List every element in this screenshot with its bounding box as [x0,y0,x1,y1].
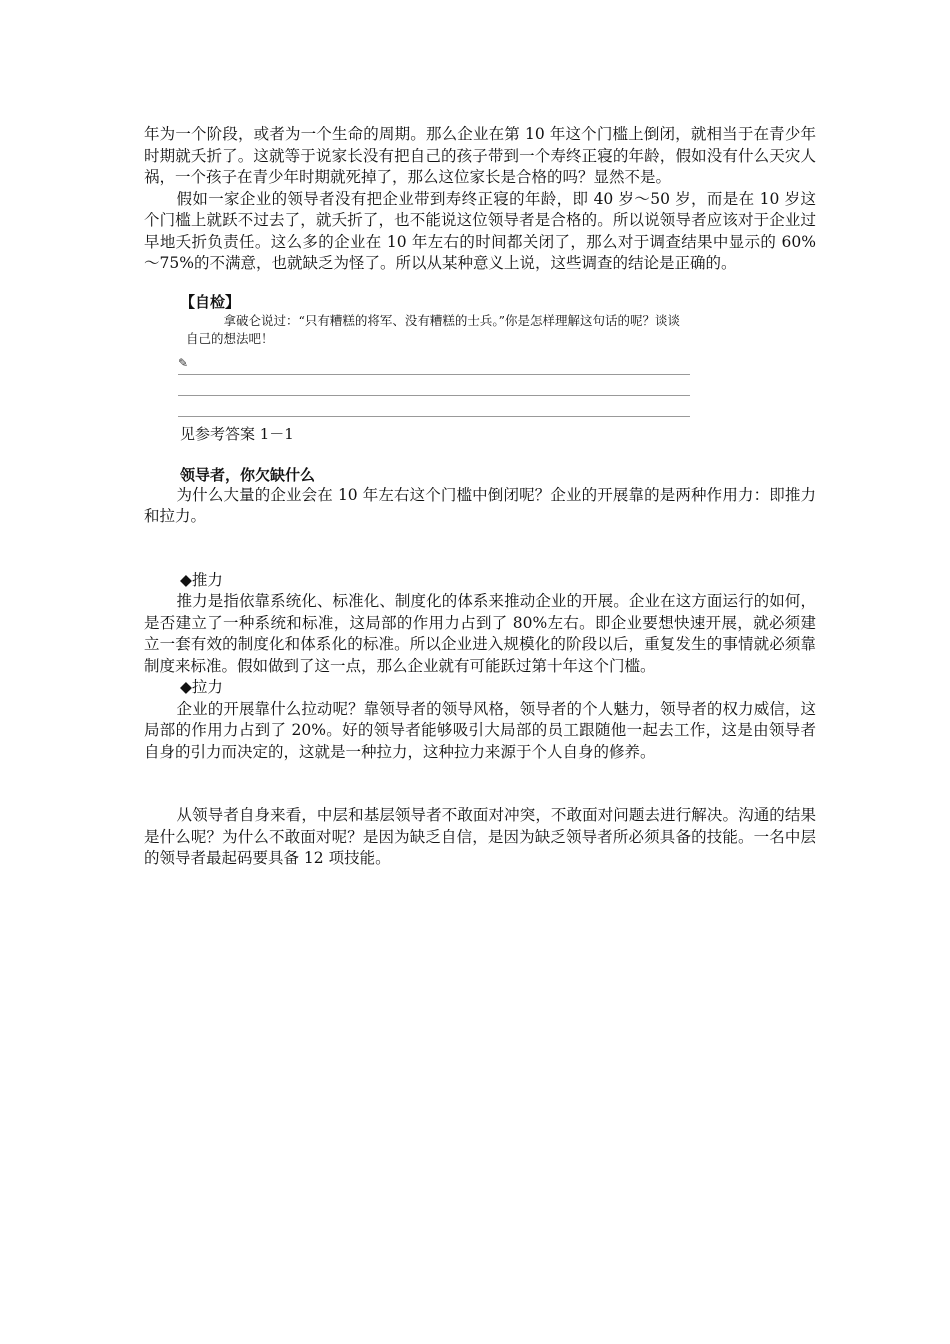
push-paragraph: 推力是指依靠系统化、标准化、制度化的体系来推动企业的开展。企业在这方面运行的如何，是否建立了一种系统和标准，这局部的作用力占到了 80%左右。即企业要想快速开展，就必须建立一套有效的制度化和体系化的标准。所以企业进入规模化的阶段以后，重复发生的事情就必须靠制度来标准。假如做到了这一点，那么企业就有可能跃过第十年这个门槛。 [144,592,816,675]
intro-paragraph-2: 假如一家企业的领导者没有把企业带到寿终正寝的年龄，即 40 岁～50 岁，而是在 10 岁这个门槛上就跃不过去了，就夭折了，也不能说这位领导者是合格的。所以说领导者应该对于企业过早地夭折负责任。这么多的企业在 10 年左右的时间都关闭了，那么对于调查结果中显示的 60%～75%的不满意，也就缺乏为怪了。所以从某种意义上说，这些调查的结论是正确的。 [144,189,816,272]
pull-paragraph: 企业的开展靠什么拉动呢？靠领导者的领导风格，领导者的个人魅力，领导者的权力威信，这局部的作用力占到了 20%。好的领导者能够吸引大局部的员工跟随他一起去工作，这是由领导者自身的引力而决定的，这就是一种拉力，这种拉力来源于个人自身的修养。 [144,699,816,761]
closing-paragraph: 从领导者自身来看，中层和基层领导者不敢面对冲突，不敢面对问题去进行解决。沟通的结果是什么呢？为什么不敢面对呢？是因为缺乏自信，是因为缺乏领导者所必须具备的技能。一名中层的领导者最起码要具备 12 项技能。 [144,806,816,867]
section-intro: 为什么大量的企业会在 10 年左右这个门槛中倒闭呢？企业的开展靠的是两种作用力：即推力和拉力。 [144,485,816,525]
answer-line-2 [178,375,690,396]
self-check-question-line-1: 拿破仑说过：“只有糟糕的将军、没有糟糕的士兵。”你是怎样理解这句话的呢？谈谈 [223,312,681,328]
document-page [144,124,816,870]
section-title: 领导者，你欠缺什么 [180,465,316,484]
pull-heading: ◆拉力 [180,678,223,696]
answer-lines [178,354,690,417]
intro-paragraph-1: 年为一个阶段，或者为一个生命的周期。那么企业在第 10 年这个门槛上倒闭，就相当于在青少年时期就夭折了。这就等于说家长没有把自己的孩子带到一个寿终正寝的年龄，假如没有什么天灾人祸，一个孩子在青少年时期就死掉了，那么这位家长是合格的吗？显然不是。 [144,125,816,186]
push-heading: ◆推力 [180,570,223,589]
self-check-question-line-2: 自己的想法吧！ [186,330,274,346]
answer-line-1 [178,354,690,375]
self-check-question [186,312,786,348]
self-check-title: 【自检】 [180,292,241,311]
reference-answer: 见参考答案 1－1 [180,424,294,443]
pen-icon: ✎ [178,355,189,370]
answer-line-3 [178,396,690,417]
